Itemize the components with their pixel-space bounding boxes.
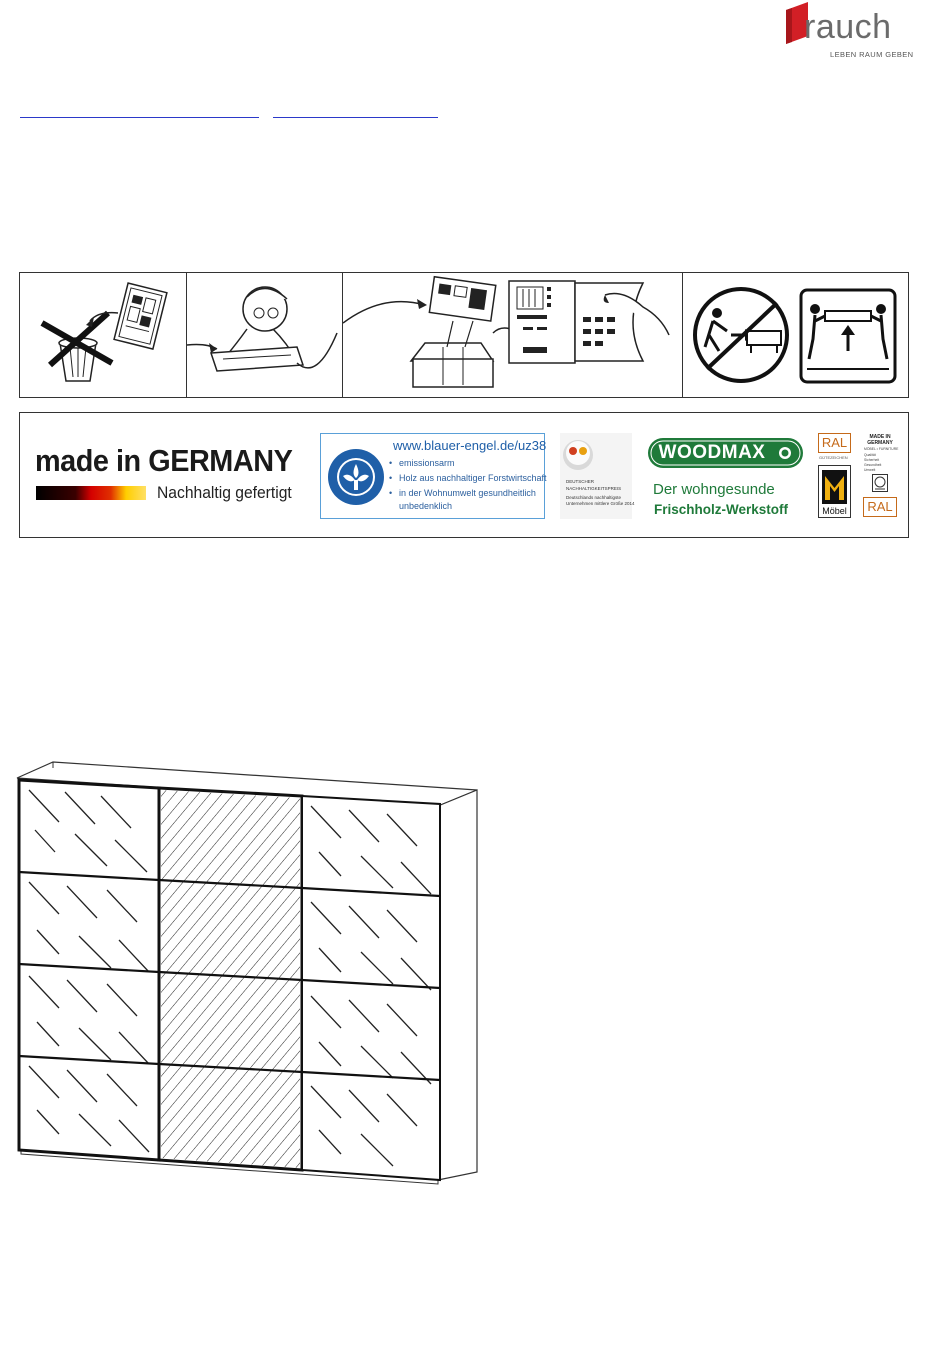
do-not-discard-manual-icon xyxy=(20,273,187,397)
seal-line: Sicherheit xyxy=(864,458,880,462)
made-in-germany-subtitle: Nachhaltig gefertigt xyxy=(157,483,292,502)
link-underline[interactable] xyxy=(20,117,259,118)
seal-line: Qualität xyxy=(864,453,876,457)
certification-strip xyxy=(19,412,909,538)
blauer-engel-badge xyxy=(320,433,545,519)
seal-line: Umwelt xyxy=(864,468,876,472)
lift-furniture-icon xyxy=(801,290,895,382)
award-seal-icon xyxy=(560,433,632,519)
bullet-icon: • xyxy=(389,473,393,483)
seal-title-line: GERMANY xyxy=(867,440,893,446)
german-flag-bar-icon xyxy=(36,486,146,500)
wardrobe-drawing xyxy=(15,760,485,1190)
brand-logo xyxy=(782,2,912,64)
blauer-engel-url: www.blauer-engel.de/uz38 xyxy=(393,438,547,453)
do-not-drag-furniture-icon xyxy=(695,289,787,381)
ral-label: RAL xyxy=(818,433,851,453)
keep-manual-with-documents-icon xyxy=(343,273,683,397)
bullet-icon: • xyxy=(389,458,393,468)
woodmax-line-1: Der wohngesunde xyxy=(653,481,775,498)
seal-title-line: MADE IN xyxy=(869,434,891,440)
made-in-germany-seal xyxy=(863,434,897,494)
nachhaltigkeitspreis-badge xyxy=(560,433,635,519)
instruction-panel xyxy=(19,272,909,398)
moebel-m-icon xyxy=(822,470,847,504)
blauer-engel-seal-icon xyxy=(327,448,385,506)
ral-label: RAL xyxy=(863,497,897,517)
read-manual-icon xyxy=(187,273,343,397)
blauer-engel-point: Holz aus nachhaltiger Forstwirtschaft xyxy=(399,473,547,483)
award-line: Deutschlands nachhaltigste xyxy=(566,495,622,500)
award-line: DEUTSCHER xyxy=(566,479,595,484)
seal-emblem-icon xyxy=(872,474,888,492)
brand-name: rauch xyxy=(804,8,892,46)
furniture-handling-icons xyxy=(683,273,908,397)
seal-sub: MÖBEL • FURNITURE xyxy=(864,447,899,451)
woodmax-name: WOODMAX xyxy=(658,442,766,463)
bullet-icon: • xyxy=(389,488,393,498)
blauer-engel-point: in der Wohnumwelt gesundheitlich xyxy=(399,488,536,498)
woodmax-line-2: Frischholz-Werkstoff xyxy=(654,502,789,517)
award-line: Unternehmen mittlere Größe 2014 xyxy=(566,501,635,506)
blauer-engel-point: emissionsarm xyxy=(399,458,455,468)
blauer-engel-point: unbedenklich xyxy=(399,501,453,511)
link-underline[interactable] xyxy=(273,117,438,118)
ral-sub: GÜTEZEICHEN xyxy=(819,455,848,460)
award-line: NACHHALTIGKEITSPREIS xyxy=(566,486,622,491)
moebel-label: Möbel xyxy=(822,506,847,516)
brand-tagline: LEBEN RAUM GEBEN xyxy=(830,50,914,59)
made-in-germany-title: made in GERMANY xyxy=(35,443,293,478)
seal-line: Gesundheit xyxy=(864,463,882,467)
